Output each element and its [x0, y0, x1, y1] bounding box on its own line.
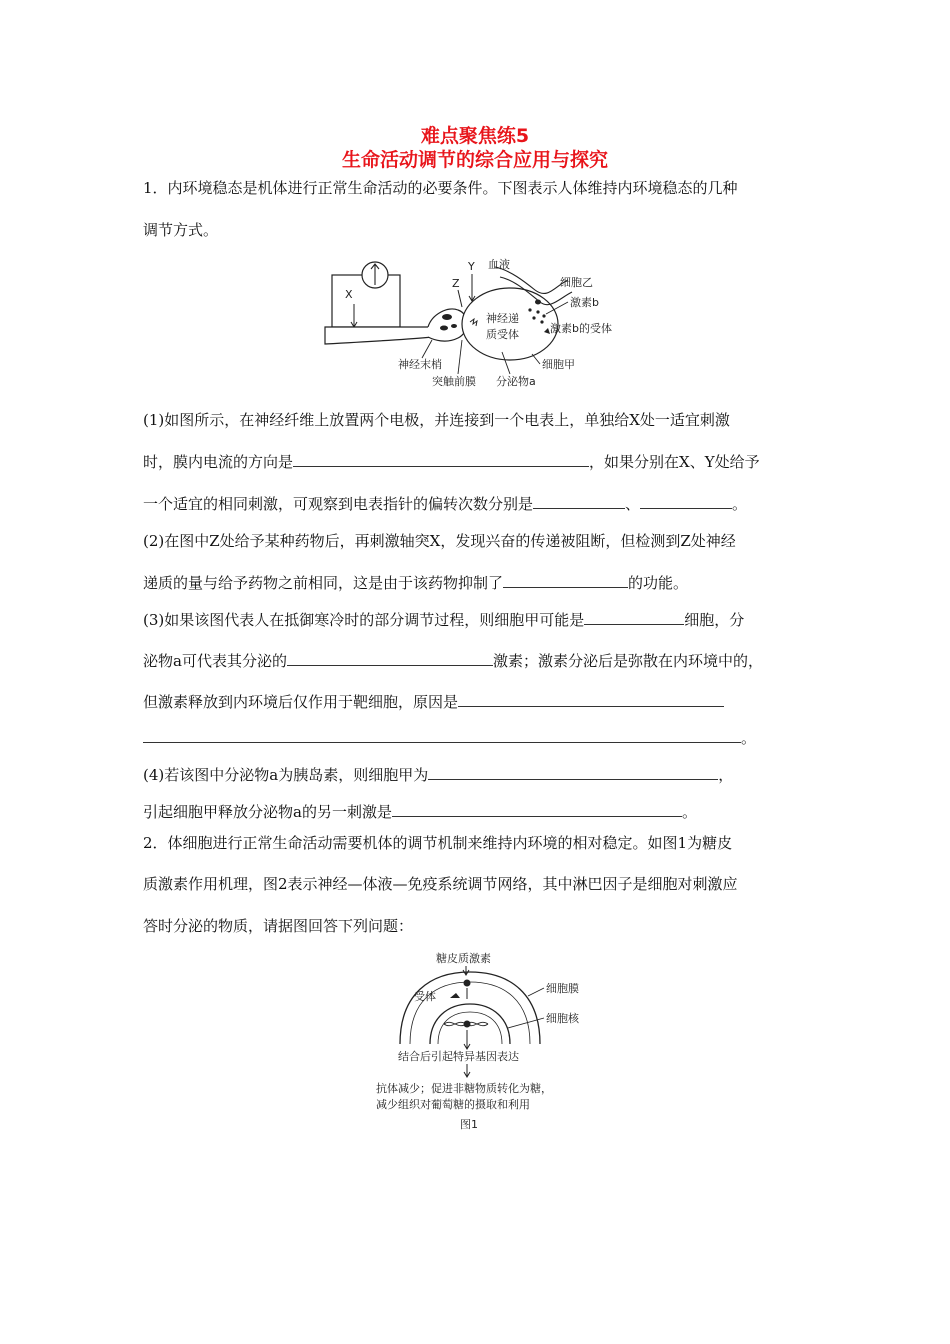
x-arrow: [351, 304, 357, 327]
q1-p3-text-e: 但激素释放到内环境后仅作用于靶细胞，原因是: [143, 693, 459, 711]
label-nucleus: 细胞核: [546, 1012, 579, 1025]
q2-intro-line1: 2．体细胞进行正常生命活动需要机体的调节机制来维持内环境的相对稳定。如图1为糖皮: [143, 834, 733, 852]
label-nerve-ending: 神经末梢: [398, 358, 442, 371]
nerve-ending: [428, 309, 467, 341]
q1-p3-line3: [143, 691, 724, 712]
q2-intro-line2: 质激素作用机理，图2表示神经—体液—免疫系统调节网络，其中淋巴因子是细胞对刺激应: [143, 875, 738, 893]
q1-p3-line2: [143, 650, 763, 671]
label-cell-jia: 细胞甲: [542, 358, 575, 371]
q1-p4-line2: [143, 801, 697, 822]
q1-p4-comma: ，: [718, 766, 734, 784]
label-glucocorticoid: 糖皮质激素: [436, 952, 491, 965]
q1-p3-line1: [143, 609, 744, 630]
q1-p4-end: 。: [681, 803, 697, 821]
answer-blank-inhibited-function[interactable]: [503, 572, 628, 588]
label-result-2: 减少组织对葡萄糖的摄取和利用: [376, 1098, 530, 1111]
q1-p1-text: 时，膜内电流的方向是: [143, 453, 294, 471]
label-result-1: 抗体减少；促进非糖物质转化为糖，: [376, 1082, 552, 1095]
q1-p4-text-b: 引起细胞甲释放分泌物a的另一刺激是: [143, 803, 392, 821]
q1-p3-text-d: 激素；激素分泌后是弥散在内环境中的，: [492, 652, 763, 670]
q2-intro-line3: 答时分泌的物质，请据图回答下列问题：: [143, 917, 414, 935]
q1-p1-end: 。: [732, 495, 748, 513]
label-cell-membrane: 细胞膜: [546, 982, 579, 995]
answer-blank-cell-type[interactable]: [428, 764, 718, 780]
q1-p1-line1: (1)如图所示，在神经纤维上放置两个电极，并连接到一个电表上，单独给X处一适宜刺激: [143, 411, 730, 429]
answer-blank-cell-jia[interactable]: [584, 609, 684, 625]
q1-intro-line1: 1．内环境稳态是机体进行正常生命活动的必要条件。下图表示人体维持内环境稳态的几种: [143, 179, 738, 197]
label-X: X: [345, 288, 353, 301]
answer-blank-hormone[interactable]: [287, 650, 493, 666]
q1-p1-text-c: 一个适宜的相同刺激，可观察到电表指针的偏转次数分别是: [143, 495, 534, 513]
y-arrow: [469, 274, 475, 301]
answer-blank-reason-cont[interactable]: [143, 727, 741, 743]
q1-p4-line1: [143, 764, 733, 785]
answer-blank-reason[interactable]: [458, 691, 724, 707]
label-presynaptic: 突触前膜: [432, 375, 476, 388]
label-Y: Y: [468, 260, 475, 273]
label-receptor-1: 神经递: [486, 312, 519, 325]
q1-p2-line1: (2)在图中Z处给予某种药物后，再刺激轴突X，发现兴奋的传递被阻断，但检测到Z处神经: [143, 532, 736, 550]
q1-p2-end: 的功能。: [628, 574, 689, 592]
label-hormone-b: 激素b: [570, 296, 599, 309]
figure-caption: 图1: [460, 1118, 478, 1131]
q1-p1-line2: [143, 451, 760, 472]
label-secretion-a: 分泌物a: [496, 375, 536, 388]
q1-p3-text: (3)如果该图代表人在抵御寒冷时的部分调节过程，则细胞甲可能是: [143, 611, 585, 629]
answer-blank-deflection-y[interactable]: [640, 493, 732, 509]
label-gene-expression: 结合后引起特异基因表达: [398, 1050, 519, 1063]
q1-p4-text: (4)若该图中分泌物a为胰岛素，则细胞甲为: [143, 766, 429, 784]
q1-p3-text-c: 泌物a可代表其分泌的: [143, 652, 287, 670]
q1-p1-sep: 、: [625, 495, 641, 513]
answer-blank-deflection-x[interactable]: [533, 493, 625, 509]
q1-p2-text: 递质的量与给予药物之前相同，这是由于该药物抑制了: [143, 574, 504, 592]
answer-blank-current-direction[interactable]: [293, 451, 589, 467]
page-title: 难点聚焦练5: [420, 125, 530, 147]
label-receptor: 受体: [414, 990, 436, 1003]
answer-blank-other-stimulus[interactable]: [392, 801, 682, 817]
label-hormone-b-receptor: 激素b的受体: [550, 322, 612, 335]
label-blood: 血液: [488, 258, 510, 271]
q1-p1-line3: [143, 493, 747, 514]
q1-p3-line4: [143, 727, 756, 748]
q2-figure-1: [370, 944, 600, 1134]
page-subtitle: 生命活动调节的综合应用与探究: [341, 149, 608, 171]
q1-diagram: [320, 252, 640, 392]
q1-p1-text-b: ，如果分别在X、Y处给予: [589, 453, 760, 471]
label-receptor-2: 质受体: [486, 328, 519, 341]
q1-intro-line2: 调节方式。: [143, 221, 219, 239]
label-Z: Z: [452, 277, 460, 290]
q1-p3-text-b: 细胞，分: [684, 611, 745, 629]
label-cell-b: 细胞乙: [560, 276, 593, 289]
q1-p3-end: 。: [741, 729, 757, 747]
q1-p2-line2: [143, 572, 688, 593]
